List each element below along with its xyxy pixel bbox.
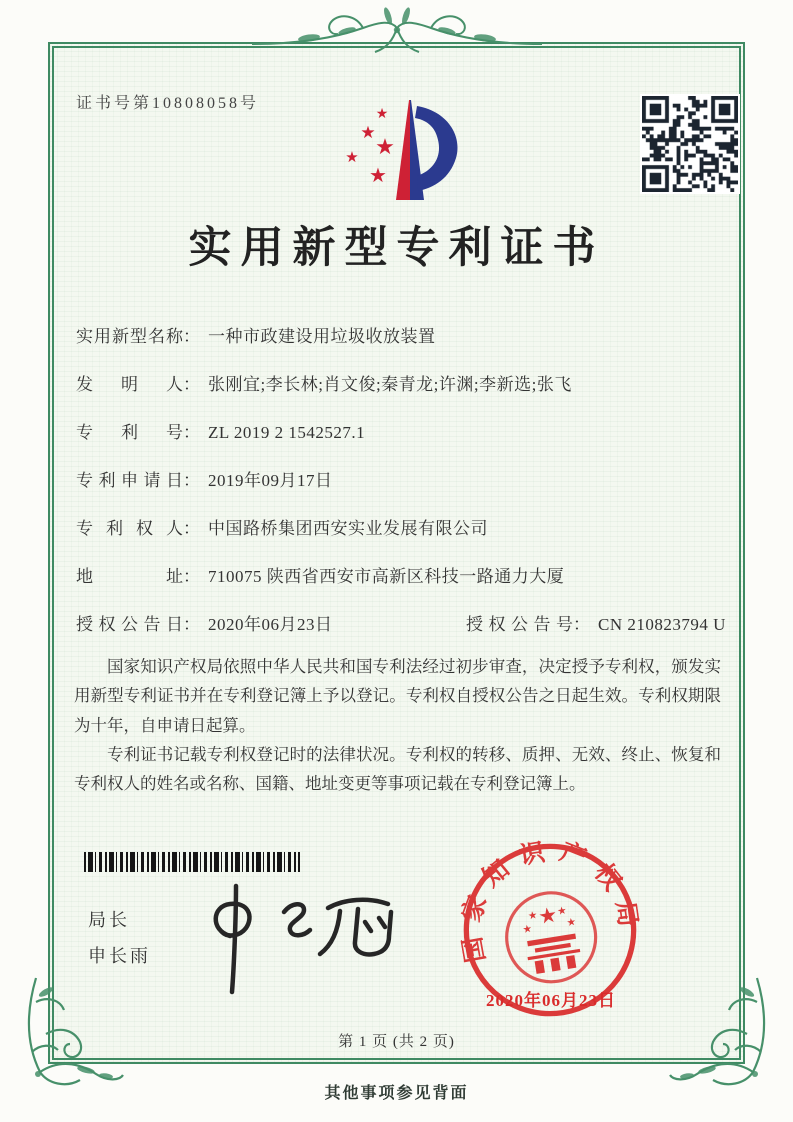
cnipa-logo-icon xyxy=(330,96,470,208)
field-row-name xyxy=(76,322,436,347)
svg-text:★: ★ xyxy=(360,123,376,142)
body-paragraph: 国家知识产权局依照中华人民共和国专利法经过初步审查，决定授予专利权，颁发实用新型专利证书并在专利登记簿上予以登记。专利权自授权公告之日起生效。专利权期限为十年，自申请日起算。 xyxy=(74,657,721,735)
field-row-grant-no xyxy=(466,610,726,635)
signer-name: 申长雨 xyxy=(88,946,151,966)
svg-text:★: ★ xyxy=(556,905,568,918)
legal-text-block xyxy=(74,652,721,799)
field-label: 专利申请日 xyxy=(76,471,183,490)
field-value: 2019年09月17日 xyxy=(208,471,333,490)
field-row-grant xyxy=(76,610,726,635)
qr-code xyxy=(640,94,740,194)
field-value: 一种市政建设用垃圾收放装置 xyxy=(208,327,436,346)
field-value: 2020年06月23日 xyxy=(208,615,333,634)
field-label: 授权公告日 xyxy=(76,615,183,634)
field-colon: ： xyxy=(183,423,200,442)
field-value: 中国路桥集团西安实业发展有限公司 xyxy=(208,519,488,538)
svg-text:★: ★ xyxy=(527,910,539,923)
barcode xyxy=(84,852,300,872)
field-value: ZL 2019 2 1542527.1 xyxy=(208,423,366,442)
page-indicator: 第 1 页 (共 2 页) xyxy=(338,1034,455,1050)
svg-text:★: ★ xyxy=(536,902,559,930)
field-colon: ： xyxy=(183,567,200,586)
field-label: 实用新型名称 xyxy=(76,327,183,346)
field-colon: ： xyxy=(183,615,200,634)
certificate-number: 证书号第10808058号 xyxy=(76,95,260,112)
national-emblem-icon xyxy=(500,886,602,988)
field-row-patentee xyxy=(76,514,488,539)
field-label: 专利权人 xyxy=(76,519,183,538)
field-value: 710075 陕西省西安市高新区科技一路通力大厦 xyxy=(208,567,565,586)
svg-text:★: ★ xyxy=(369,165,387,187)
field-label: 发明人 xyxy=(76,375,183,394)
field-value: 张刚宜;李长林;肖文俊;秦青龙;许渊;李新选;张飞 xyxy=(208,375,572,394)
svg-text:★: ★ xyxy=(521,923,534,937)
signer-title: 局长 xyxy=(88,910,130,930)
seal-ring-text: 国家知识产权局 xyxy=(456,836,644,965)
field-row-filing-date xyxy=(76,466,333,491)
svg-text:★: ★ xyxy=(345,150,359,166)
seal-date: 2020年06月23日 xyxy=(486,991,616,1010)
field-row-address xyxy=(76,562,564,587)
field-value: CN 210823794 U xyxy=(598,615,726,634)
field-colon: ： xyxy=(183,519,200,538)
field-colon: ： xyxy=(573,615,590,634)
svg-text:★: ★ xyxy=(375,107,389,122)
signature-icon xyxy=(190,878,410,998)
field-label: 授权公告号 xyxy=(466,615,573,634)
certificate-title: 实用新型专利证书 xyxy=(188,225,605,272)
body-paragraph: 专利证书记载专利权登记时的法律状况。专利权的转移、质押、无效、终止、恢复和专利权人的姓名或名称、国籍、地址变更等事项记载在专利登记簿上。 xyxy=(74,745,721,794)
field-colon: ： xyxy=(183,471,200,490)
field-label: 专利号 xyxy=(76,423,183,442)
field-row-patent-no xyxy=(76,418,365,443)
field-colon: ： xyxy=(183,375,200,394)
field-colon: ： xyxy=(183,327,200,346)
svg-text:★: ★ xyxy=(565,916,577,930)
back-note: 其他事项参见背面 xyxy=(324,1085,469,1102)
svg-text:★: ★ xyxy=(375,134,395,159)
field-row-inventors xyxy=(76,370,572,395)
field-label: 地址 xyxy=(76,567,183,586)
